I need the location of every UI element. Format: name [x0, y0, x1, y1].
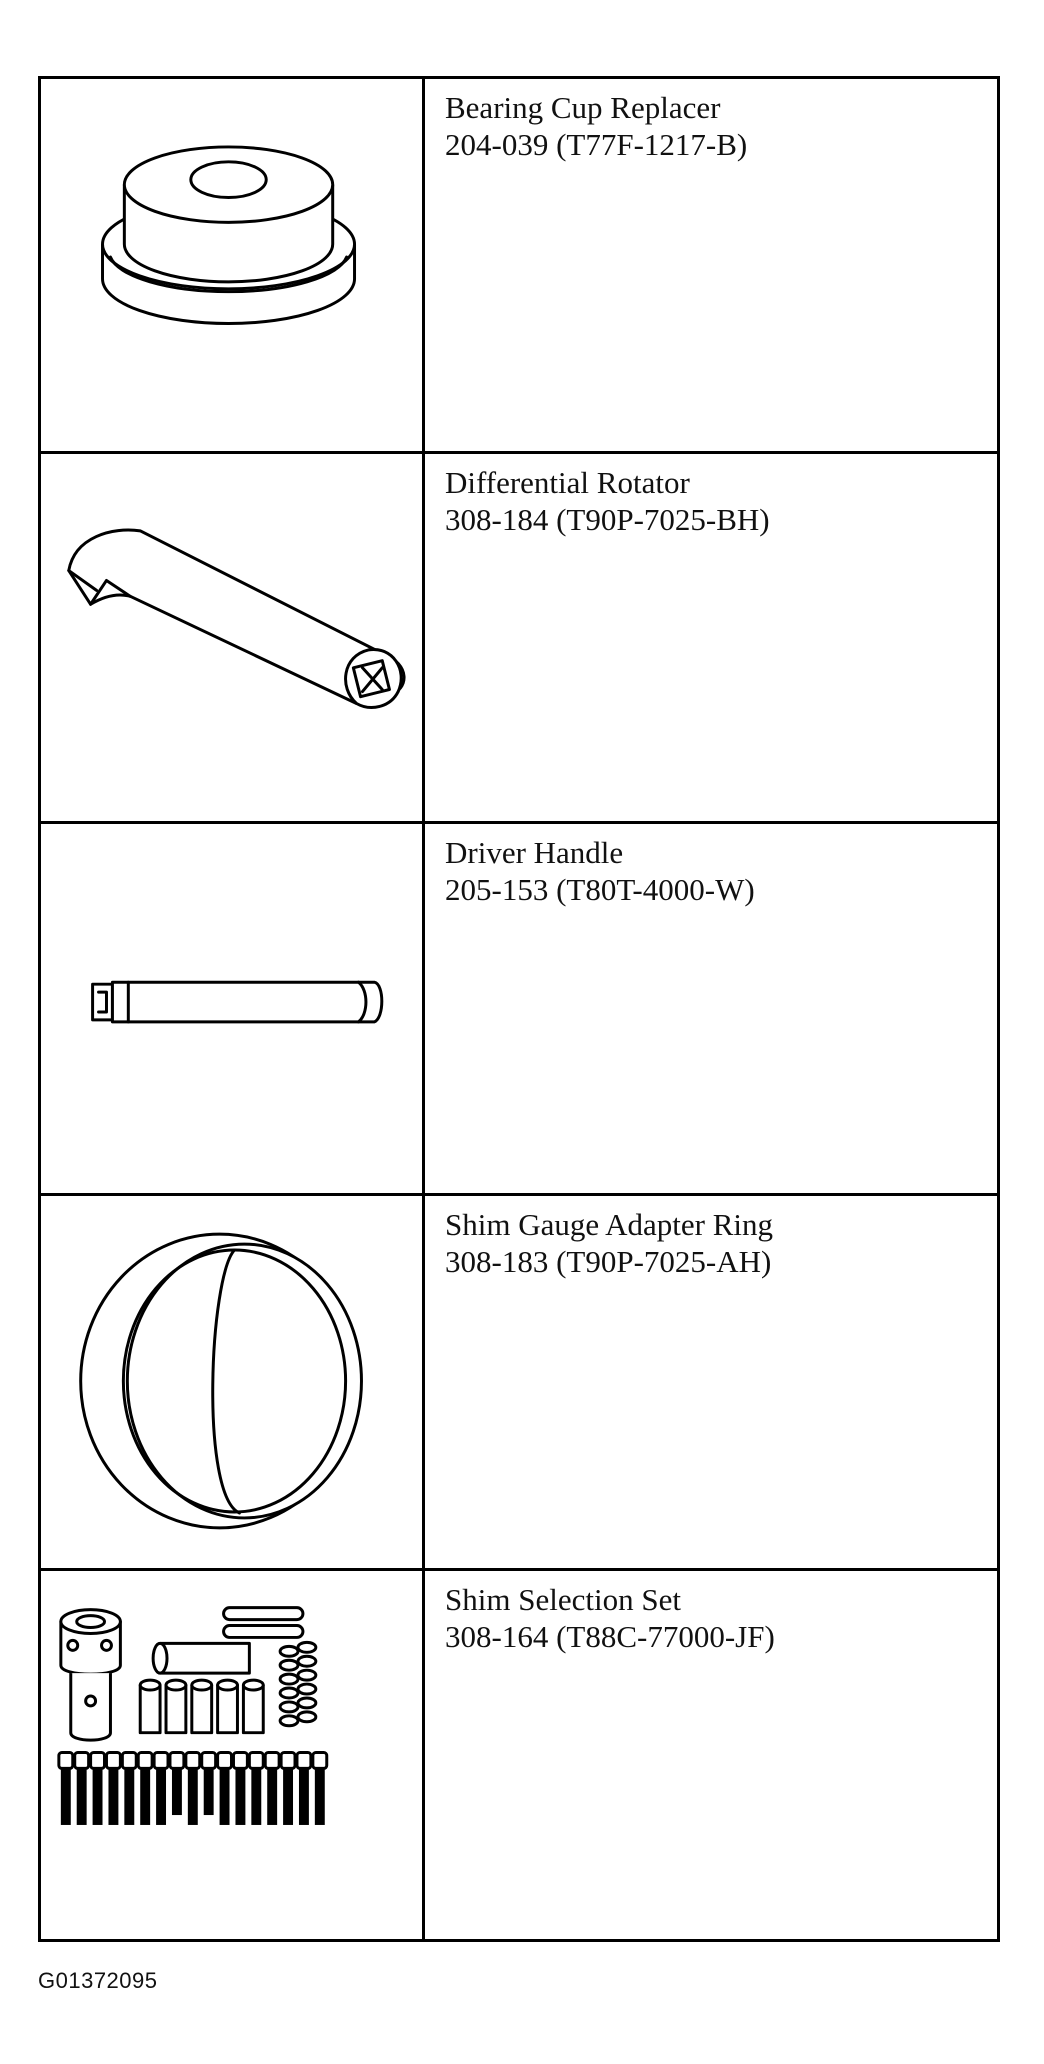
- bearing-cup-replacer-icon: [41, 79, 425, 451]
- tool-name: Bearing Cup Replacer: [445, 90, 721, 125]
- tool-number: 308-164 (T88C-77000-JF): [445, 1619, 775, 1654]
- driver-handle-icon: [41, 824, 425, 1193]
- tool-row-shim-gauge-adapter-ring: [41, 1196, 997, 1571]
- spacers: [140, 1680, 263, 1733]
- tool-number: 204-039 (T77F-1217-B): [445, 127, 748, 162]
- tool-name: Differential Rotator: [445, 465, 690, 500]
- tool-row-differential-rotator: [41, 454, 997, 824]
- tool-name: Driver Handle: [445, 835, 624, 870]
- washers: [280, 1642, 316, 1725]
- tool-number: 308-183 (T90P-7025-AH): [445, 1244, 772, 1279]
- bolts: [59, 1753, 327, 1824]
- tool-row-bearing-cup-replacer: [41, 79, 997, 454]
- shim-selection-set-icon: [41, 1571, 425, 1942]
- tool-name: Shim Selection Set: [445, 1582, 681, 1617]
- shim-gauge-adapter-ring-icon: [41, 1196, 425, 1568]
- special-tools-table: [38, 76, 1000, 1942]
- figure-id: G01372095: [38, 1968, 158, 1993]
- tool-number: 205-153 (T80T-4000-W): [445, 872, 755, 907]
- differential-rotator-icon: [41, 454, 425, 821]
- tool-number: 308-184 (T90P-7025-BH): [445, 502, 770, 537]
- tool-row-driver-handle: [41, 824, 997, 1196]
- tool-name: Shim Gauge Adapter Ring: [445, 1207, 774, 1242]
- tool-row-shim-selection-set: [41, 1571, 997, 1942]
